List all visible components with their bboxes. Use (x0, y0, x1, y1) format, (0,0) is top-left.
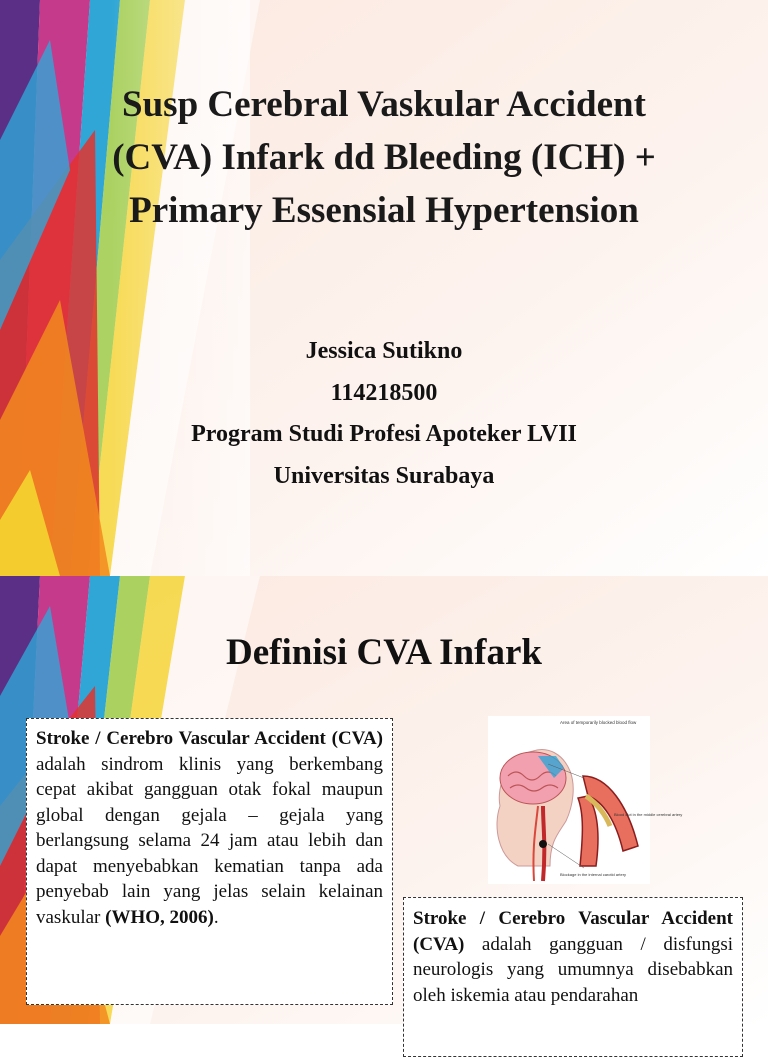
definition-text: adalah gangguan / disfungsi neurologis yang umumnya disebabkan oleh iskemia atau pendarahan (413, 933, 733, 1006)
definition-text: adalah sindrom klinis yang berkembang cepat akibat gangguan otak fokal maupun global dengan gejala – gejala yang berlangsung selama 24 jam atau lebih dan dapat menyebabkan kematian tanpa ada penyebab lain yang jelas selain kelainan vaskular (36, 753, 383, 928)
title-line: Primary Essensial Hypertension (129, 190, 639, 231)
label-clot: Blood clot in the middle cerebral artery (614, 812, 683, 817)
student-id: 114218500 (330, 379, 438, 406)
brain-artery-illustration (488, 716, 683, 884)
citation: (WHO, 2006) (105, 906, 214, 928)
label-blockage: Blockage in the internal carotid artery (560, 872, 627, 877)
program-name: Program Studi Profesi Apoteker LVII (191, 421, 577, 447)
slide-title (20, 78, 748, 237)
label-top: Area of temporarily blocked blood flow (560, 720, 637, 725)
defined-term: Stroke / Cerebro Vascular Accident (CVA) (413, 908, 733, 955)
slide-title: Definisi CVA Infark (226, 632, 542, 673)
title-line: Susp Cerebral Vaskular Accident (122, 84, 646, 125)
defined-term: Stroke / Cerebro Vascular Accident (CVA) (36, 728, 383, 749)
definition-box-neuro (403, 897, 743, 1057)
definition-box-who (26, 718, 393, 1005)
author-info (20, 333, 748, 499)
university-name: Universitas Surabaya (273, 462, 495, 489)
punctuation: . (213, 906, 219, 928)
title-line: (CVA) Infark dd Bleeding (ICH) + (112, 137, 656, 178)
definition-slide (0, 576, 768, 1024)
author-name: Jessica Sutikno (305, 338, 463, 364)
